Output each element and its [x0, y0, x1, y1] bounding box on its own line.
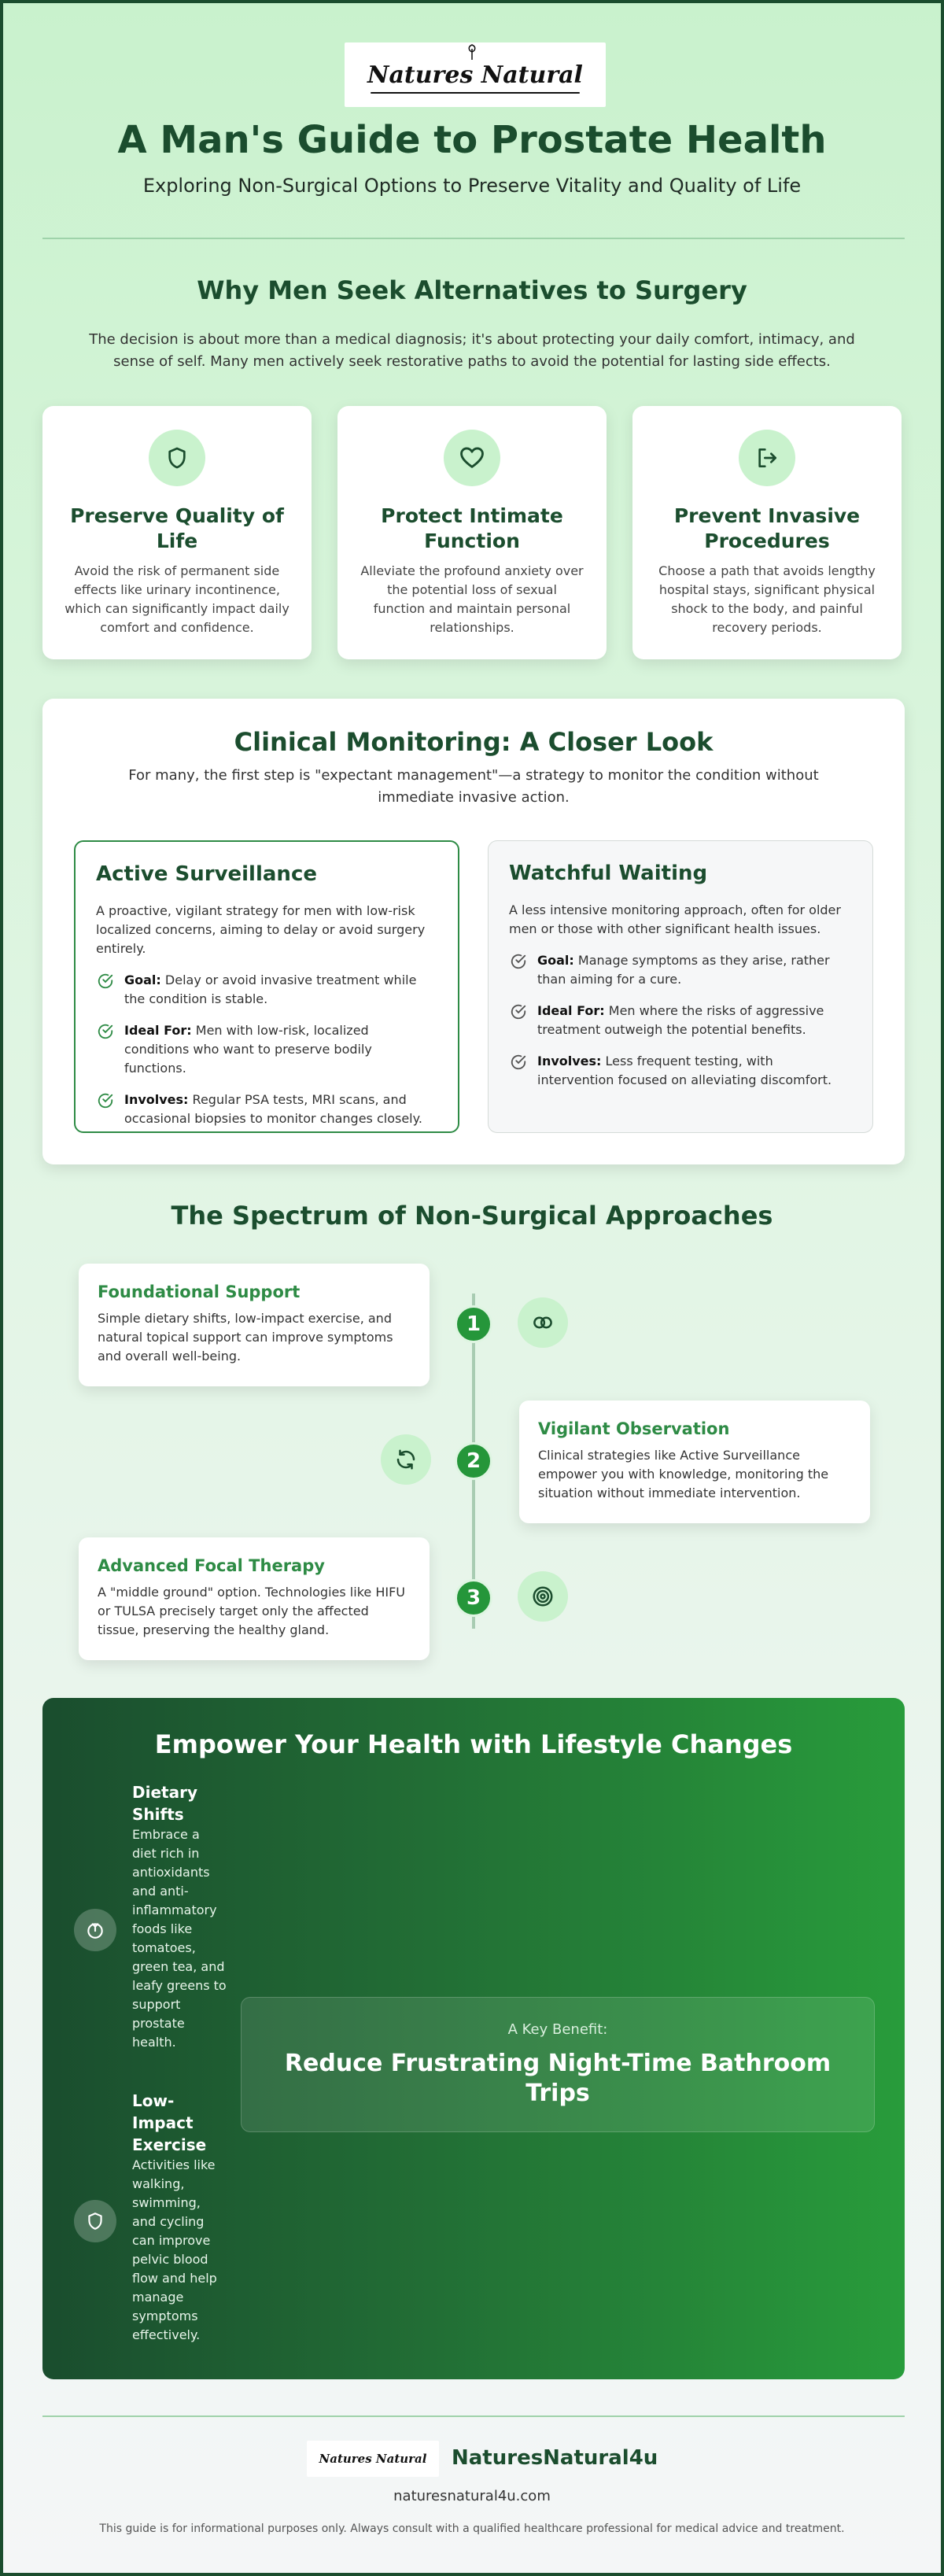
footer-url[interactable]: naturesnatural4u.com — [393, 2488, 551, 2504]
check-circle-icon — [509, 1003, 528, 1020]
heart-icon — [459, 445, 485, 471]
watchful-waiting-card — [488, 840, 873, 1133]
divider — [42, 238, 905, 239]
reason-card — [42, 406, 312, 659]
step-card — [79, 1264, 430, 1386]
benefit-label: A Key Benefit: — [507, 2021, 608, 2038]
reason-card — [337, 406, 607, 659]
step-number: 1 — [455, 1305, 492, 1343]
active-surveillance-title: Active Surveillance — [96, 862, 317, 886]
footer-logo-text: Natures Natural — [319, 2452, 427, 2466]
lifestyle-heading: Empower Your Health with Lifestyle Changes — [154, 1729, 793, 1759]
benefit-title: Reduce Frustrating Night-Time Bathroom Trips — [284, 2050, 832, 2107]
tip-text: Activities like walking, swimming, and cycling can improve pelvic blood flow and help manage symptoms effectively. — [132, 2157, 217, 2342]
list-item: Ideal For: Men where the risks of aggressive treatment outweigh the potential benefits. — [509, 1002, 852, 1039]
linked-rings-icon — [531, 1311, 555, 1334]
step-number: 3 — [455, 1579, 492, 1617]
step-title: Foundational Support — [98, 1282, 301, 1301]
active-surveillance-desc: A proactive, vigilant strategy for men with low-risk localized concerns, aiming to delay or avoid surgery entirely. — [96, 903, 426, 956]
step-title: Vigilant Observation — [538, 1419, 730, 1438]
step-text: Clinical strategies like Active Surveillance empower you with knowledge, monitoring the situation without immediate intervention. — [538, 1448, 829, 1500]
list-item: Goal: Delay or avoid invasive treatment while the condition is stable. — [96, 971, 437, 1009]
reason-card-title: Prevent Invasive Procedures — [673, 504, 861, 552]
step-card — [519, 1401, 870, 1523]
footer-disclaimer: This guide is for informational purposes only. Always consult with a qualified healthcare professional for medical advice and treatment. — [99, 2522, 845, 2535]
key-benefit-box — [241, 1997, 875, 2132]
check-circle-icon — [96, 972, 115, 990]
active-surveillance-card — [74, 840, 459, 1133]
leaf-icon — [466, 44, 478, 60]
step-text: A "middle ground" option. Technologies like HIFU or TULSA precisely target only the affected tissue, preserving the healthy gland. — [98, 1585, 405, 1637]
check-circle-icon — [509, 953, 528, 970]
tip-title: Low-Impact Exercise — [132, 2091, 207, 2154]
why-intro: The decision is about more than a medical diagnosis; it's about protecting your daily comfort, intimacy, and sense of self. Many men actively seek restorative paths to avoid the potential for lasting side effects. — [89, 331, 855, 370]
footer-logo — [307, 2441, 439, 2477]
exit-icon — [754, 445, 780, 471]
why-heading: Why Men Seek Alternatives to Surgery — [197, 275, 747, 305]
list-item: Involves: Less frequent testing, with intervention focused on alleviating discomfort. — [509, 1052, 852, 1090]
monitoring-heading: Clinical Monitoring: A Closer Look — [234, 727, 714, 757]
list-item: Ideal For: Men with low-risk, localized conditions who want to preserve bodily functions. — [96, 1021, 437, 1078]
reason-card-title: Protect Intimate Function — [381, 504, 563, 552]
watchful-waiting-desc: A less intensive monitoring approach, often for older men or those with other significant health issues. — [509, 902, 841, 936]
step-title: Advanced Focal Therapy — [98, 1556, 325, 1575]
shield-icon — [164, 445, 190, 471]
list-item: Involves: Regular PSA tests, MRI scans, and occasional biopsies to monitor changes closely. — [96, 1091, 437, 1128]
step-number: 2 — [455, 1442, 492, 1480]
reason-card-title: Preserve Quality of Life — [70, 504, 284, 552]
step-text: Simple dietary shifts, low-impact exercise, and natural topical support can improve symptoms and overall well-being. — [98, 1311, 393, 1364]
reason-card-text: Alleviate the profound anxiety over the potential loss of sexual function and maintain personal relationships. — [360, 563, 584, 635]
step-card — [79, 1537, 430, 1660]
lifestyle-tip — [74, 1781, 231, 2065]
target-icon — [531, 1585, 555, 1608]
watchful-waiting-title: Watchful Waiting — [509, 862, 708, 885]
list-item: Goal: Manage symptoms as they arise, rather than aiming for a cure. — [509, 951, 852, 989]
spectrum-heading: The Spectrum of Non-Surgical Approaches — [171, 1201, 773, 1231]
check-circle-icon — [96, 1023, 115, 1040]
monitoring-panel — [42, 699, 905, 1164]
lifestyle-tip — [74, 2090, 231, 2349]
fruit-icon — [85, 1920, 105, 1940]
brand-logo — [345, 42, 606, 107]
tip-text: Embrace a diet rich in antioxidants and anti-inflammatory foods like tomatoes, green tea, and leafy greens to support prostate health. — [132, 1827, 227, 2050]
footer-brand: NaturesNatural4u — [452, 2446, 658, 2470]
page-title: A Man's Guide to Prostate Health — [117, 118, 827, 162]
check-circle-icon — [509, 1054, 528, 1071]
monitoring-intro: For many, the first step is "expectant management"—a strategy to monitor the condition without immediate invasive action. — [128, 767, 819, 806]
shield-icon — [85, 2211, 105, 2231]
reason-card-text: Avoid the risk of permanent side effects like urinary incontinence, which can significantly impact daily comfort and confidence. — [65, 563, 289, 635]
page-subtitle: Exploring Non-Surgical Options to Preserve Vitality and Quality of Life — [142, 175, 802, 197]
reason-card-text: Choose a path that avoids lengthy hospital stays, significant physical shock to the body, and painful recovery periods. — [658, 563, 876, 635]
logo-text: Natures Natural — [367, 61, 583, 89]
lifestyle-panel — [42, 1698, 905, 2379]
tip-title: Dietary Shifts — [132, 1783, 197, 1824]
check-circle-icon — [96, 1092, 115, 1109]
reason-card — [632, 406, 902, 659]
divider — [42, 2415, 905, 2417]
refresh-icon — [394, 1448, 418, 1471]
